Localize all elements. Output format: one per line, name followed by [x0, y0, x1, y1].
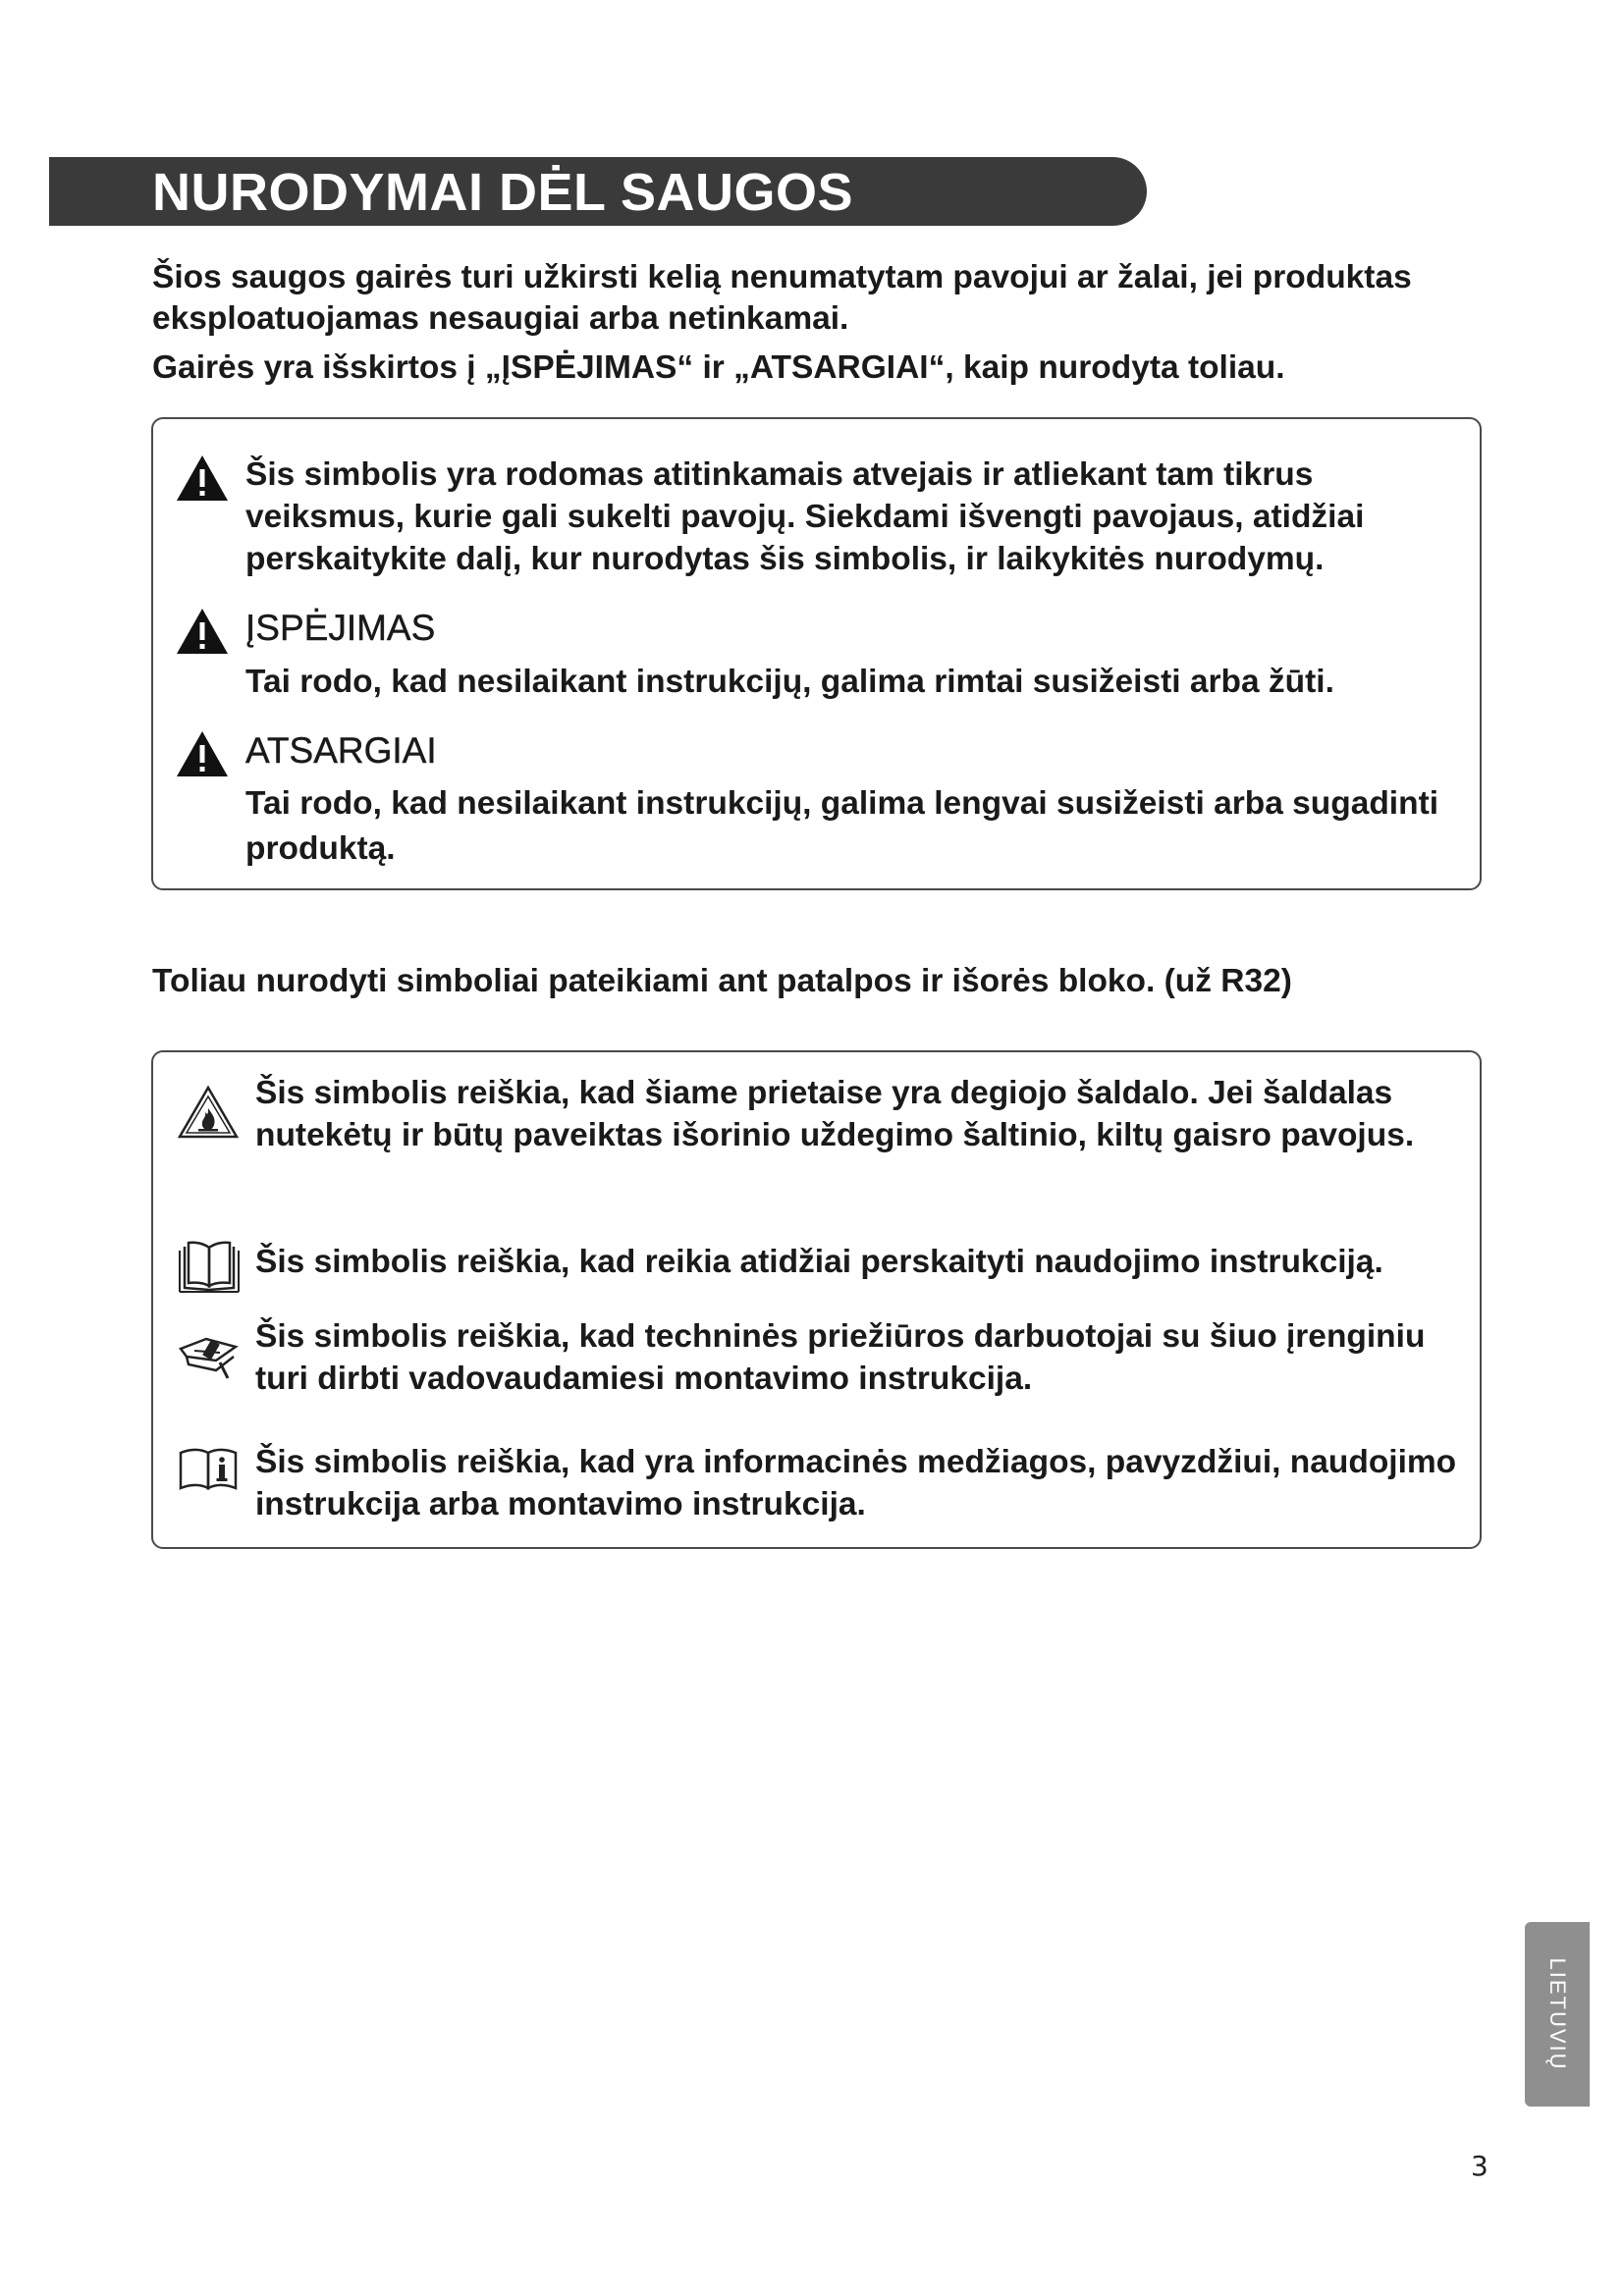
flammable-warning-icon	[177, 1085, 240, 1140]
intro-line-1: Šios saugos gairės turi užkirsti kelią nenumatytam pavojui ar žalai, jei produktas eksploatuojamas nesaugiai arba netinkamai.	[152, 259, 1412, 337]
manual-description: Šis simbolis reiškia, kad reikia atidžiai perskaityti naudojimo instrukciją.	[255, 1244, 1383, 1280]
info-book-icon	[177, 1443, 240, 1492]
intro-section	[152, 257, 1478, 389]
symbol-description: Šis simbolis yra rodomas atitinkamais atvejais ir atliekant tam tikrus veiksmus, kurie gali sukelti pavojų. Siekdami išvengti pavojaus, atidžiai perskaitykite dalį, kur nurodytas šis simbolis, ir laikykitės nurodymų.	[245, 456, 1365, 577]
symbols-intro-text: Toliau nurodyti simboliai pateikiami ant patalpos ir išorės bloko. (už R32)	[152, 963, 1292, 999]
open-book-icon	[177, 1239, 242, 1294]
caution-description: Tai rodo, kad nesilaikant instrukcijų, galima lengvai susižeisti arba sugadinti produktą.	[245, 785, 1439, 867]
language-tab-label: LIETUVIŲ	[1545, 1957, 1570, 2071]
page-number: 3	[1471, 2150, 1489, 2182]
warning-description: Tai rodo, kad nesilaikant instrukcijų, galima rimtai susižeisti arba žūti.	[245, 664, 1334, 700]
page-title: NURODYMAI DĖL SAUGOS	[152, 163, 854, 222]
intro-line-2: Gairės yra išskirtos į „ĮSPĖJIMAS“ ir „ATSARGIAI“, kaip nurodyta toliau.	[152, 349, 1285, 386]
flammable-description: Šis simbolis reiškia, kad šiame prietaise yra degiojo šaldalo. Jei šaldalas nutekėtų ir būtų paveiktas išorinio uždegimo šaltinio, kiltų gaisro pavojus.	[255, 1075, 1415, 1153]
warning-triangle-icon	[175, 607, 230, 656]
warning-triangle-icon	[175, 454, 230, 503]
caution-title: ATSARGIAI	[245, 730, 437, 771]
warning-triangle-icon	[175, 729, 230, 778]
service-description: Šis simbolis reiškia, kad techninės priežiūros darbuotojai su šiuo įrenginiu turi dirbti vadovaudamiesi montavimo instrukcija.	[255, 1318, 1426, 1397]
service-manual-icon	[177, 1327, 242, 1382]
warning-title: ĮSPĖJIMAS	[245, 608, 436, 648]
info-description: Šis simbolis reiškia, kad yra informacinės medžiagos, pavyzdžiui, naudojimo instrukcija arba montavimo instrukcija.	[255, 1444, 1457, 1522]
